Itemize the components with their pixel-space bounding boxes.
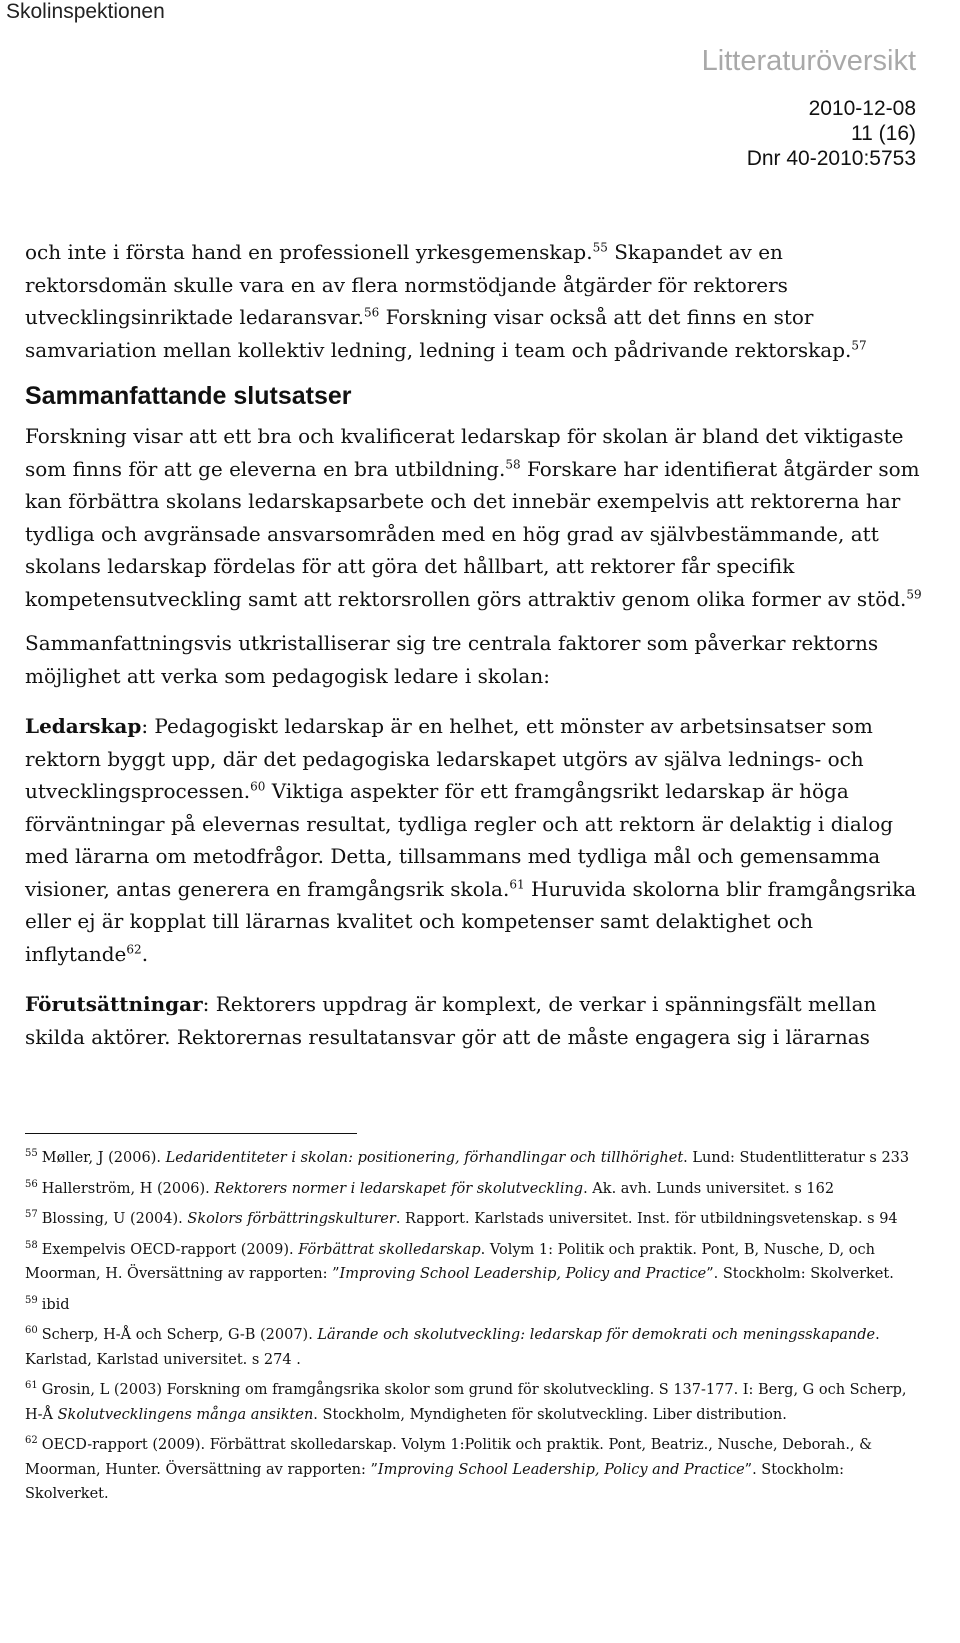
text: Huruvida skolorna blir framgångsrika eller ej är kopplat till lärarnas kvalitet och kompetenser samt delaktighet och inflytande [25,876,917,966]
text: : Pedagogiskt ledarskap är en helhet, ett mönster av arbetsinsatser som rektorn byggt upp, där det pedagogiska ledarskapet utgörs av själva lednings- och utvecklingsprocessen. [25,714,873,803]
footnote-separator [25,1133,357,1134]
footnote-ref-57[interactable]: 57 [851,337,867,352]
footnote-text: OECD-rapport (2009). Förbättrat skolledarskap. Volym 1:Politik och praktik. Pont, Beatriz., Nusche, Deborah., & Moorman, Hunter. Översättning av rapporten: ” [25,1437,873,1478]
text: Skapandet av en rektorsdomän skulle vara en av flera normstödjande åtgärder för rektorers utvecklingsinriktade ledaransvar. [25,240,788,329]
footnote-ref-62[interactable]: 62 [126,941,142,956]
document-date: 2010-12-08 [808,97,916,120]
footnote-number: 59 [25,1294,38,1306]
text: Forskare har identifierat åtgärder som kan förbättra skolans ledarskapsarbete och det innebär exempelvis att rektorerna har tydliga och avgränsade ansvarsområden med en hög grad av självbestämmande, att skolans ledarskap fördelas för att göra det hållbart, att rektorer får specifik kompetensutveckling samt att rektorsrollen görs attraktiv genom olika former av stöd. [25,456,920,611]
footnote-number: 62 [25,1435,38,1447]
footnote-text: Grosin, L (2003) Forskning om framgångsrika skolor som grund för skolutveckling. S 137-177. I: Berg, G och Scherp, H-Å [25,1382,907,1423]
footnote-text: . Rapport. Karlstads universitet. Inst. för utbildningsvetenskap. s 94 [395,1211,898,1227]
footnote-number: 56 [25,1178,38,1190]
document-type: Litteraturöversikt [701,45,916,77]
footnote-text: ”. Stockholm: Skolverket. [25,1461,845,1502]
footnote-text: . Lund: Studentlitteratur s 233 [683,1150,910,1166]
paragraph-ledarskap [25,710,925,970]
footnote-ref-56[interactable]: 56 [363,305,380,320]
footnote-title: Improving School Leadership, Policy and Practice [377,1461,745,1478]
footnote-title: Förbättrat skolledarskap [298,1241,481,1258]
footnote-title: Ledaridentiteter i skolan: positionering, förhandlingar och tillhörighet [165,1150,684,1166]
footnote-text: ibid [41,1296,70,1313]
page-number: 11 (16) [851,122,916,145]
text: och inte i första hand en professionell yrkesgemenskap. [25,240,593,264]
footnote-title: Rektorers normer i ledarskapet för skolutveckling [214,1180,584,1197]
footnote-title: Skolutvecklingens många ansikten [57,1406,314,1423]
footnote-text: Møller, J (2006). [41,1150,166,1166]
footnote-ref-59[interactable]: 59 [906,586,922,601]
text: Forskning visar att ett bra och kvalificerat ledarskap för skolan är bland det viktigaste som finns för att ge eleverna en bra utbildning. [25,424,904,481]
footnote-56 [25,1177,925,1202]
footnote-number: 58 [25,1239,38,1251]
text: : Rektorers uppdrag är komplext, de verkar i spänningsfält mellan skilda aktörer. Rektorernas resultatansvar gör att de måste engagera sig i lärarnas [25,992,877,1049]
footnote-58 [25,1238,925,1287]
section-heading: Sammanfattande slutsatser [25,382,352,410]
footnote-title: Improving School Leadership, Policy and Practice [339,1266,707,1282]
footnote-57 [25,1207,925,1232]
paragraph-3: Sammanfattningsvis utkristalliserar sig tre centrala faktorer som påverkar rektorns möjlighet att verka som pedagogisk ledare i skolan: [25,631,879,688]
footnote-number: 57 [25,1209,38,1221]
organization-name: Skolinspektionen [6,0,165,23]
footnote-number: 60 [25,1325,38,1337]
footnote-ref-60[interactable]: 60 [250,779,266,794]
footnote-text: Hallerström, H (2006). [41,1180,215,1197]
paragraph-1 [25,236,925,366]
footnote-55 [25,1146,925,1171]
footnote-text: . Stockholm, Myndigheten för skolutveckling. Liber distribution. [313,1406,787,1423]
footnote-ref-55[interactable]: 55 [592,240,608,255]
footnote-text: . Volym 1: Politik och praktik. Pont, B, Nusche, D, och Moorman, H. Översättning av rapporten: ” [25,1241,875,1282]
term-label: Ledarskap [25,714,142,738]
footnote-ref-61[interactable]: 61 [509,876,525,891]
footnote-title: Lärande och skolutveckling: ledarskap för demokrati och meningsskapande [317,1327,876,1343]
paragraph-forutsattningar [25,988,925,1053]
text: . [141,941,149,966]
footnote-61 [25,1378,925,1427]
diary-number: Dnr 40-2010:5753 [746,147,916,170]
footnote-60 [25,1323,925,1372]
text: Viktiga aspekter för ett framgångsrikt ledarskap är höga förväntningar på elevernas resultat, tydliga regler och att rektorn är delaktig i dialog med lärarna om metodfrågor. Detta, tillsammans med tydliga mål och gemensamma visioner, antas generera en framgångsrik skola. [25,779,894,901]
paragraph-2 [25,420,925,615]
footnote-text: Scherp, H-Å och Scherp, G-B (2007). [41,1327,318,1343]
footnotes [25,1146,925,1513]
footnote-title: Skolors förbättringskulturer [187,1211,396,1227]
text: Forskning visar också att det finns en stor samvariation mellan kollektiv ledning, ledning i team och pådrivande rektorskap. [25,305,852,362]
footnote-59 [25,1293,925,1318]
header-meta [702,44,916,171]
footnote-62 [25,1433,925,1507]
footnote-number: 61 [25,1380,38,1392]
footnote-ref-58[interactable]: 58 [505,456,521,471]
main-text [25,236,925,1053]
footnote-text: ”. Stockholm: Skolverket. [706,1266,894,1282]
footnote-text: Blossing, U (2004). [41,1211,188,1227]
footnote-text: . Karlstad, Karlstad universitet. s 274 . [25,1327,880,1368]
footnote-text: Exempelvis OECD-rapport (2009). [41,1241,299,1258]
footnote-number: 55 [25,1148,38,1160]
footnote-text: . Ak. avh. Lunds universitet. s 162 [583,1180,835,1197]
term-label: Förutsättningar [25,992,203,1016]
